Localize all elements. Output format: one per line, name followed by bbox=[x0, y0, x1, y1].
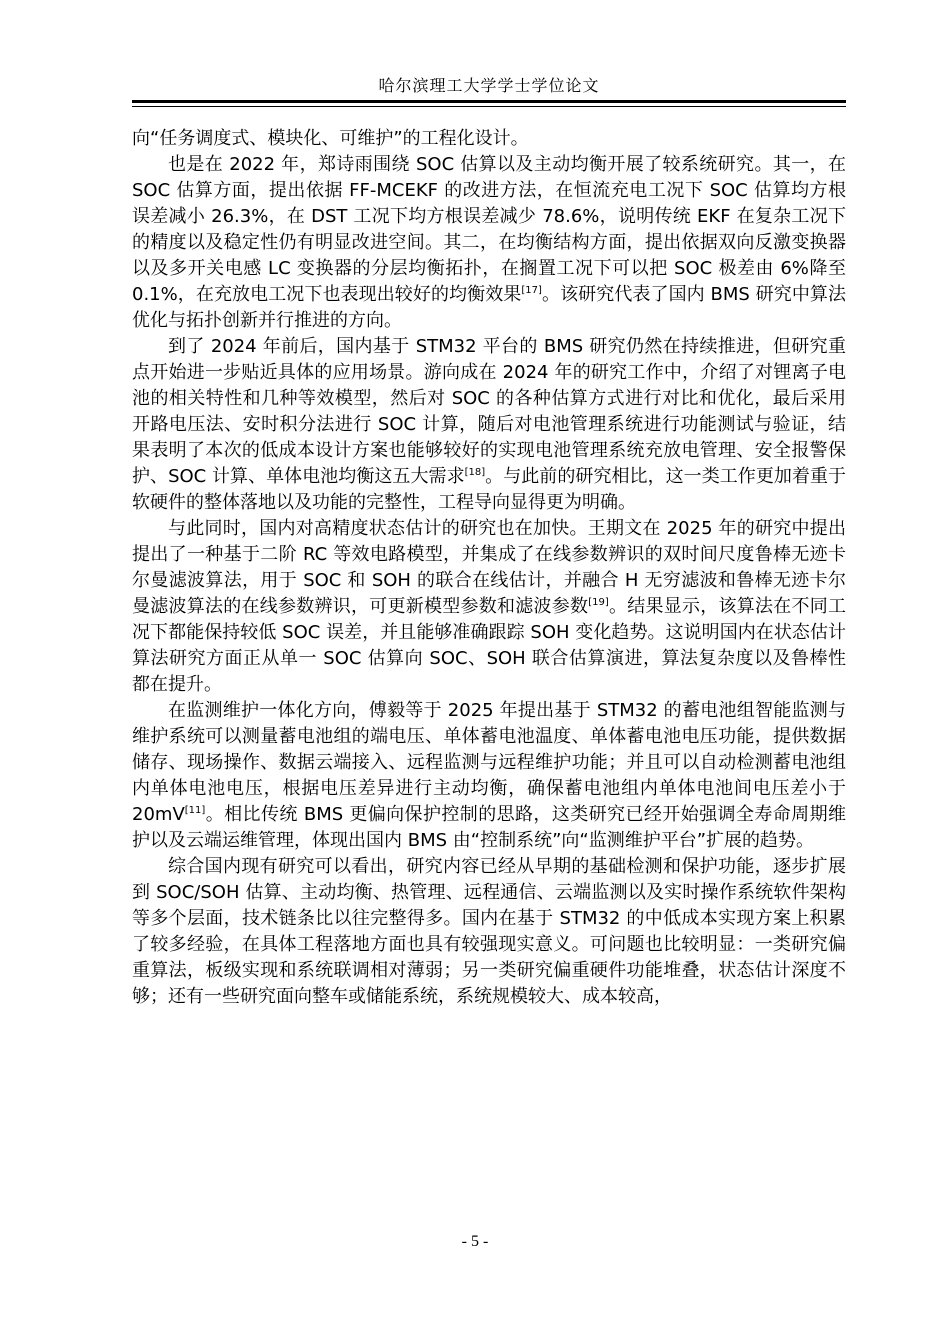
paragraph-text: 也是在 2022 年，郑诗雨围绕 SOC 估算以及主动均衡开展了较系统研究。其一，在 SOC 估算方面，提出依据 FF-MCEKF 的改进方法，在恒流充电工况下 SOC 估算均方根误差减小 26.3%，在 DST 工况下均方根误差减少 78.6%，说明传统 EKF 在复杂工况下的精度以及稳定性仍有明显改进空间。其二，在均衡结构方面，提出依据双向反激变换器以及多开关电感 LC 变换器的分层均衡拓扑，在搁置工况下可以把 SOC 极差由 6%降至 0.1%，在充放电工况下也表现出较好的均衡效果 bbox=[132, 154, 846, 305]
paragraph bbox=[132, 152, 846, 334]
page-number: - 5 - bbox=[461, 1233, 489, 1250]
header-rule-thin bbox=[132, 106, 846, 107]
paragraph-text: 在监测维护一体化方向，傅毅等于 2025 年提出基于 STM32 的蓄电池组智能监测与维护系统可以测量蓄电池组的端电压、单体蓄电池温度、单体蓄电池电压功能，提供数据储存、现场操作、数据云端接入、远程监测与远程维护功能；并且可以自动检测蓄电池组内单体电池电压，根据电压差异进行主动均衡，确保蓄电池组内单体电池间电压差小于 20mV bbox=[132, 700, 846, 825]
body-text bbox=[132, 126, 846, 1010]
paragraph-text: 综合国内现有研究可以看出，研究内容已经从早期的基础检测和保护功能，逐步扩展到 SOC/SOH 估算、主动均衡、热管理、远程通信、云端监测以及实时操作系统软件架构等多个层面，技术链条比以往完整得多。国内在基于 STM32 的中低成本实现方案上积累了较多经验，在具体工程落地方面也具有较强现实意义。可问题也比较明显：一类研究偏重算法，板级实现和系统联调相对薄弱；另一类研究偏重硬件功能堆叠，状态估计深度不够；还有一些研究面向整车或储能系统，系统规模较大、成本较高， bbox=[132, 856, 846, 1007]
paragraph-text: 。相比传统 BMS 更偏向保护控制的思路，这类研究已经开始强调全寿命周期维护以及云端运维管理，体现出国内 BMS 由“控制系统”向“监测维护平台”扩展的趋势。 bbox=[132, 804, 846, 851]
paragraph bbox=[132, 698, 846, 854]
paragraph-text: 。与此前的研究相比，这一类工作更加着重于软硬件的整体落地以及功能的完整性，工程导向显得更为明确。 bbox=[132, 466, 846, 513]
paragraph bbox=[132, 334, 846, 516]
paragraph-text: 。结果显示，该算法在不同工况下都能保持较低 SOC 误差，并且能够准确跟踪 SOH 变化趋势。这说明国内在状态估计算法研究方面正从单一 SOC 估算向 SOC、SOH 联合估算演进，算法复杂度以及鲁棒性都在提升。 bbox=[132, 596, 847, 695]
paragraph-text: 与此同时，国内对高精度状态估计的研究也在加快。王期文在 2025 年的研究中提出提出了一种基于二阶 RC 等效电路模型，并集成了在线参数辨识的双时间尺度鲁棒无迹卡尔曼滤波算法，用于 SOC 和 SOH 的联合在线估计，并融合 H 无穷滤波和鲁棒无迹卡尔曼滤波算法的在线参数辨识，可更新模型参数和滤波参数 bbox=[132, 518, 846, 617]
header-rule-thick bbox=[132, 100, 846, 103]
citation: [19] bbox=[588, 597, 609, 608]
citation: [18] bbox=[464, 467, 486, 478]
running-header: 哈尔滨理工大学学士学位论文 bbox=[378, 76, 600, 95]
citation: [11] bbox=[184, 805, 206, 816]
paragraph bbox=[132, 126, 846, 152]
paragraph bbox=[132, 516, 846, 698]
paragraph bbox=[132, 854, 846, 1010]
citation: [17] bbox=[521, 285, 542, 296]
paragraph-text: 。该研究代表了国内 BMS 研究中算法优化与拓扑创新并行推进的方向。 bbox=[132, 284, 846, 331]
paragraph-text: 向“任务调度式、模块化、可维护”的工程化设计。 bbox=[132, 128, 529, 149]
paragraph-text: 到了 2024 年前后，国内基于 STM32 平台的 BMS 研究仍然在持续推进，但研究重点开始进一步贴近具体的应用场景。游向成在 2024 年的研究工作中，介绍了对锂离子电池的相关特性和几种等效模型，然后对 SOC 的各种估算方式进行对比和优化，最后采用开路电压法、安时积分法进行 SOC 计算，随后对电池管理系统进行功能测试与验证，结果表明了本次的低成本设计方案也能够较好的实现电池管理系统充放电管理、安全报警保护、SOC 计算、单体电池均衡这五大需求 bbox=[132, 336, 846, 487]
